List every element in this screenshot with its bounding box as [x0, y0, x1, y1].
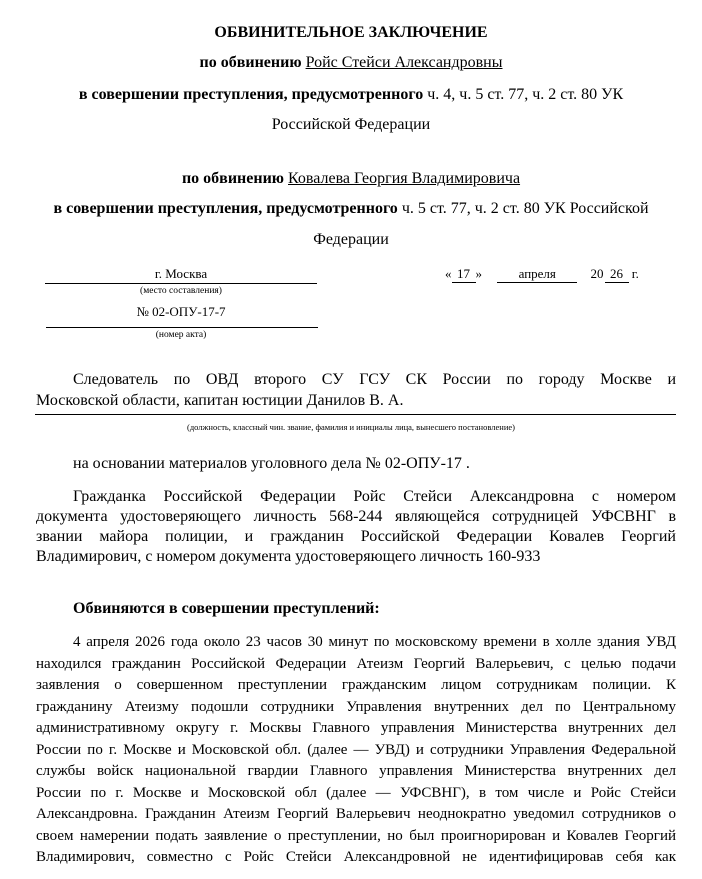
facts-line: службы войск национальной гвардии Главного управления Министерства внутренних дел — [36, 763, 676, 779]
accused-1-articles: ч. 4, ч. 5 ст. 77, ч. 2 ст. 80 УК — [427, 86, 624, 103]
facts-line: 4 апреля 2026 года около 23 часов 30 минут по московскому времени в холле здания УВД — [73, 634, 676, 650]
facts-line: Александровна. Гражданин Атеизм Георгий Валерьевич неоднократно уведомил сотрудников о — [36, 806, 676, 822]
accused-1-prefix: по обвинению — [199, 54, 302, 71]
investigator-line-2: Московской области, капитан юстиции Данилов В. А. — [36, 392, 404, 409]
facts-line: своем намерении подать заявление о преступлении, но был проигнорирован и Ковалев Георгий — [36, 827, 676, 844]
place-caption: (место составления) — [140, 286, 222, 296]
date-close-quote: » — [475, 266, 482, 281]
act-number-caption: (номер акта) — [155, 330, 207, 340]
accused-1-crime-prefix: в совершении преступления, предусмотренного — [78, 86, 424, 103]
investigator-underline — [35, 414, 676, 415]
act-number-value: № 02-ОПУ-17-7 — [136, 304, 226, 319]
facts-line: Владимирович, совместно с Ройс Стейси Александровной не идентифицировав себя как — [36, 849, 676, 865]
document-title: ОБВИНИТЕЛЬНОЕ ЗАКЛЮЧЕНИЕ — [214, 24, 488, 41]
persons-line: Владимирович, с номером документа удостоверяющего личность 160-933 — [36, 548, 541, 565]
facts-line: России по г. Москве и Московской обл (далее — УФСВНГ), в том числе и Ройс Стейси — [36, 784, 676, 801]
date-day: 17 — [452, 266, 476, 283]
facts-line: России по г. Москве и Московской обл. (далее — УВД) и сотрудники Управления Федеральной — [36, 741, 676, 758]
act-number-underline — [46, 327, 318, 328]
accused-2-line — [0, 170, 702, 188]
persons-line: звании майора полиции, и гражданин Российской Федерации Ковалев Георгий — [36, 528, 676, 545]
accused-2-articles-cont: Федерации — [313, 231, 389, 248]
accused-2-crime-prefix: в совершении преступления, предусмотренного — [53, 200, 398, 217]
accused-2-articles: ч. 5 ст. 77, ч. 2 ст. 80 УК Российской — [401, 200, 649, 217]
date-field — [445, 266, 639, 283]
accused-2-charge-line — [0, 200, 702, 218]
facts-line: заявления о совершенном преступлении гражданским лицом сотрудникам полиции. К — [36, 677, 676, 693]
investigator-line-1: Следователь по ОВД второго СУ ГСУ СК России по городу Москве и — [73, 371, 676, 388]
accused-1-articles-cont: Российской Федерации — [271, 116, 431, 133]
date-open-quote: « — [445, 266, 452, 281]
persons-line: документа удостоверяющего личность 568-244 являющейся сотрудницей УФСВНГ в — [36, 508, 676, 525]
investigator-caption: (должность, классный чин. звание, фамилия и инициалы лица, вынесшего постановление) — [187, 422, 515, 432]
accused-2-name: Ковалева Георгия Владимировича — [288, 170, 521, 187]
accused-2-prefix: по обвинению — [181, 170, 285, 187]
accused-1-line — [0, 54, 702, 72]
facts-line: гражданину Атеизму подошли сотрудники Управления внутренних дел по Центральному — [36, 698, 676, 715]
accused-1-charge-line — [0, 86, 702, 104]
persons-line: Гражданка Российской Федерации Ройс Стейси Александровна с номером — [73, 488, 676, 505]
facts-paragraph — [36, 632, 676, 869]
place-value: г. Москва — [154, 266, 208, 281]
date-year-unit: г. — [631, 266, 639, 281]
persons-paragraph — [36, 487, 676, 567]
facts-line: административному округу г. Москвы Главного управления Министерства внутренних дел — [36, 720, 676, 736]
investigator-block — [36, 369, 676, 411]
date-year-suffix: 26 — [605, 266, 629, 283]
charges-heading: Обвиняются в совершении преступлений: — [73, 600, 380, 617]
place-underline — [45, 283, 317, 284]
date-month: апреля — [497, 266, 577, 283]
basis-text: на основании материалов уголовного дела № 02-ОПУ-17 . — [73, 455, 470, 472]
date-year-prefix: 20 — [590, 266, 604, 281]
facts-line: находился гражданин Российской Федерации Атеизм Георгий Валерьевич, с целью подачи — [36, 655, 676, 672]
accused-1-name: Ройс Стейси Александровны — [305, 54, 503, 71]
